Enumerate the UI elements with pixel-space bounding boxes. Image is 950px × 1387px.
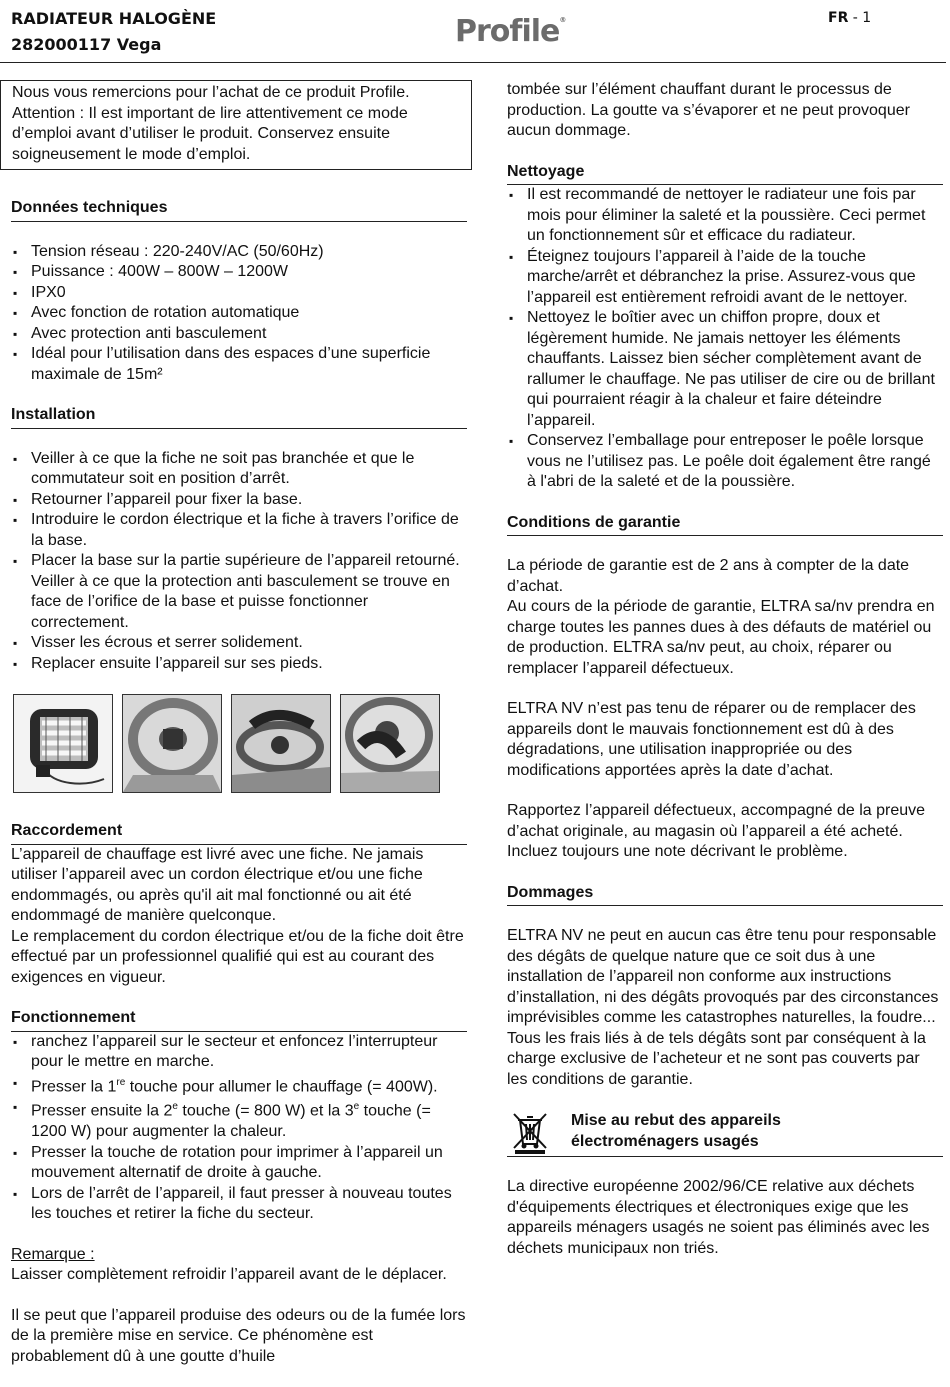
remarque-label: Remarque : bbox=[11, 1245, 95, 1263]
photo-screws bbox=[340, 694, 440, 793]
installation-photos bbox=[13, 694, 467, 793]
list-item: ▪ Presser la 1re touche pour allumer le chauffage (= 400W). bbox=[11, 1073, 467, 1098]
left-column bbox=[11, 80, 467, 1367]
garantie-p1: La période de garantie est de 2 ans à compter de la date d’achat. bbox=[507, 557, 910, 595]
list-item: ▪ Idéal pour l’utilisation dans des espaces d’une superficie maximale de 15m² bbox=[11, 344, 467, 385]
rebut-text: La directive européenne 2002/96/CE relative aux déchets d'équipements électriques et électroniques exige que les appareils ménagers usagés ne soient pas éliminés avec les déchets municipaux non triés. bbox=[507, 1178, 930, 1257]
intro-box: Nous vous remercions pour l’achat de ce produit Profile. Attention : Il est important de lire attentivement ce mode d’emploi avant d’utiliser le produit. Conservez ensuite soigneusement le mode d’emploi. bbox=[0, 80, 472, 170]
installation-heading: Installation bbox=[11, 405, 467, 429]
garantie-p2: Au cours de la période de garantie, ELTRA sa/nv prendra en charge toutes les pannes dues à des défauts de matériel ou de production. ELTRA sa/nv peut, au choix, réparer ou remplacer l’appareil défectueux. bbox=[507, 598, 935, 677]
installation-list bbox=[11, 449, 467, 675]
list-item: ▪ Veiller à ce que la fiche ne soit pas branchée et que le commutateur soit en position d’arrêt. bbox=[11, 449, 467, 490]
garantie-p5: Incluez toujours une note décrivant le problème. bbox=[507, 843, 848, 860]
document-title bbox=[11, 6, 216, 58]
list-item: ▪ Éteignez toujours l’appareil à l’aide de la touche marche/arrêt et débranchez la prise. Assurez-vous que l’appareil est entièrement refroidi avant de le nettoyer. bbox=[507, 247, 943, 309]
list-item: ▪ Lors de l’arrêt de l’appareil, il faut presser à nouveau toutes les touches et retirer la fiche du secteur. bbox=[11, 1184, 467, 1225]
list-item: ▪ Replacer ensuite l’appareil sur ses pieds. bbox=[11, 654, 467, 675]
raccordement-heading: Raccordement bbox=[11, 821, 467, 845]
garantie-p4: Rapportez l’appareil défectueux, accompagné de la preuve d’achat originale, au magasin où l’appareil a été acheté. bbox=[507, 802, 926, 840]
list-item: ▪ Avec protection anti basculement bbox=[11, 324, 467, 345]
list-item: ▪ Avec fonction de rotation automatique bbox=[11, 303, 467, 324]
list-item: ▪ Placer la base sur la partie supérieure de l’appareil retourné. Veiller à ce que la protection anti basculement se trouve en face de l’orifice de la base et puisse fonctionner correctement. bbox=[11, 551, 467, 633]
fonctionnement-heading: Fonctionnement bbox=[11, 1008, 467, 1032]
list-item: ▪ Il est recommandé de nettoyer le radiateur une fois par mois pour éliminer la saleté et la poussière. Ceci permet un fonctionnement sûr et efficace du radiateur. bbox=[507, 185, 943, 247]
remarque-text-2: Il se peut que l’appareil produise des odeurs ou de la fumée lors de la première mise en service. Ce phénomène est probablement dû à une goutte d’huile bbox=[11, 1306, 466, 1365]
nettoyage-list bbox=[507, 185, 943, 493]
list-item: ▪ ranchez l’appareil sur le secteur et enfoncez l’interrupteur pour le mettre en marche. bbox=[11, 1032, 467, 1073]
list-item: ▪ Conservez l’emballage pour entreposer le poêle lorsque vous ne l’utilisez pas. Le poêle doit également être rangé à l'abri de la saleté et de la poussière. bbox=[507, 431, 943, 493]
tech-list bbox=[11, 242, 467, 386]
dommages-text: ELTRA NV ne peut en aucun cas être tenu pour responsable des dégâts de quelque nature que ce soit dus à une installation de l’appareil non conforme aux instructions d’installation, ni des dégâts provoqués par des circonstances imprévisibles comme les catastrophes naturelles, la foudre... Tous les frais liés à de tels dégâts sont par conséquent à la charge exclusive de l’acheteur et ne sont pas couverts par les conditions de garantie. bbox=[507, 927, 939, 1088]
nettoyage-heading: Nettoyage bbox=[507, 162, 943, 186]
crossed-bin-icon bbox=[509, 1110, 551, 1154]
header-divider bbox=[0, 62, 946, 63]
dommages-heading: Dommages bbox=[507, 883, 943, 907]
right-column bbox=[507, 80, 943, 1259]
rebut-heading: Mise au rebut des appareils électroménagers usagés bbox=[571, 1112, 781, 1150]
garantie-p3: ELTRA NV n’est pas tenu de réparer ou de remplacer des appareils dont le mauvais fonctionnement est dû à des dégradations, une utilisation inappropriée ou des modifications apportées après la date d’achat. bbox=[507, 700, 916, 779]
remarque-text-1: Laisser complètement refroidir l’appareil avant de le déplacer. bbox=[11, 1266, 447, 1284]
list-item: ▪ IPX0 bbox=[11, 283, 467, 304]
photo-heater-front bbox=[13, 694, 113, 793]
rebut-heading-row bbox=[507, 1110, 943, 1157]
fonctionnement-list bbox=[11, 1032, 467, 1225]
title-line-2: 282000117 Vega bbox=[11, 35, 162, 54]
list-item: ▪ Retourner l’appareil pour fixer la base. bbox=[11, 490, 467, 511]
list-item: ▪ Nettoyez le boîtier avec un chiffon propre, doux et légèrement humide. Ne jamais nettoyer les éléments chauffants. Laissez bien sécher complètement avant de rallumer le chauffage. Ne pas utiliser de cire ou de brillant qui pourraient réagir à la chaleur et faire déteindre l’appareil. bbox=[507, 308, 943, 431]
page-number: FR - 1 bbox=[828, 10, 872, 26]
list-item: ▪ Tension réseau : 220-240V/AC (50/60Hz) bbox=[11, 242, 467, 263]
remarque-text-2-continued: tombée sur l’élément chauffant durant le processus de production. La goutte va s’évaporer et ne peut provoquer aucun dommage. bbox=[507, 81, 910, 139]
list-item: ▪ Introduire le cordon électrique et la fiche à travers l’orifice de la base. bbox=[11, 510, 467, 551]
raccordement-text-1: L’appareil de chauffage est livré avec une fiche. Ne jamais utiliser l’appareil avec un cordon électrique et/ou une fiche endommagés, ou après qu'il ait mal fonctionné ou ait été endommagé de manière quelconque. bbox=[11, 845, 424, 924]
list-item: ▪ Visser les écrous et serrer solidement. bbox=[11, 633, 467, 654]
garantie-heading: Conditions de garantie bbox=[507, 513, 943, 537]
tech-heading: Données techniques bbox=[11, 198, 467, 222]
profile-logo: Profile® bbox=[455, 14, 567, 49]
list-item: ▪ Puissance : 400W – 800W – 1200W bbox=[11, 262, 467, 283]
photo-base-ring bbox=[122, 694, 222, 793]
title-line-1: RADIATEUR HALOGÈNE bbox=[11, 9, 217, 28]
list-item: ▪ Presser la touche de rotation pour imprimer à l’appareil un mouvement alternatif de droite à gauche. bbox=[11, 1143, 467, 1184]
photo-cord-insert bbox=[231, 694, 331, 793]
list-item: ▪ Presser ensuite la 2e touche (= 800 W) et la 3e touche (= 1200 W) pour augmenter la chaleur. bbox=[11, 1097, 467, 1142]
raccordement-text-2: Le remplacement du cordon électrique et/ou de la fiche doit être effectué par un professionnel qualifié qui est au courant des exigences en vigueur. bbox=[11, 927, 464, 986]
